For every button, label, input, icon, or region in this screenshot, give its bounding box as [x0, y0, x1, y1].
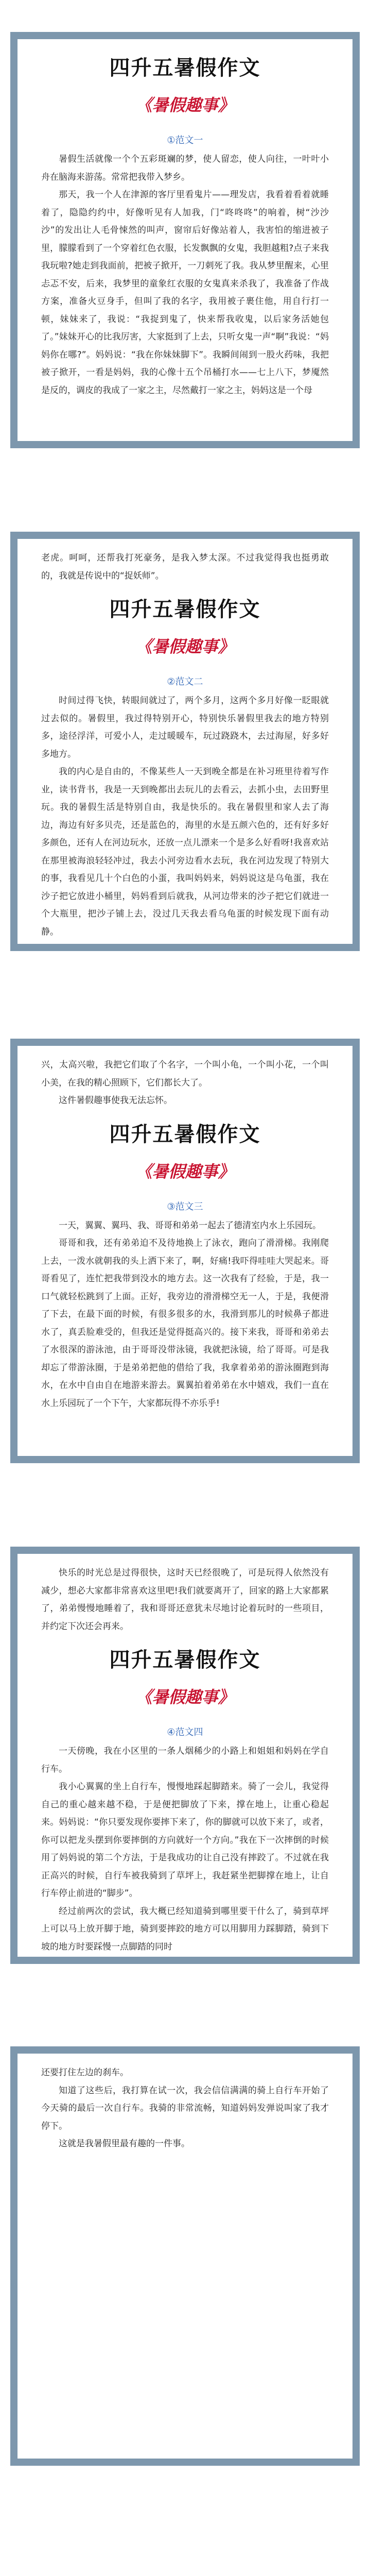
continued-paragraph: 老虎。呵呵，还帮我打死豪务，是我入梦太深。不过我觉得我也挺勇敢的，我就是传说中的“捉妖师”。	[41, 553, 329, 581]
document-page-5	[10, 2046, 360, 2466]
paragraph: 经过前两次的尝试，我大概已经知道骑到哪里要干什么了，骑到草坪上可以马上放开脚于地，骑到要摔跤的地方可以用脚用力踩脚踏，骑到下坡的地方时要踩慢一点脚踏的同时	[41, 1906, 329, 1952]
paragraph: 我小心翼翼的坐上自行车，慢慢地踩起脚踏来。骑了一会儿，我觉得自己的重心越来越不稳，于是便把脚放了下来，撑在地上，让重心稳起来。妈妈说：“你只要发现你要摔下来了，你的脚就可以放下来了，或者，你可以把龙头摆到你要摔倒的方向就好一个方向。”我在下一次摔倒的时候用了妈妈说的第二个方法，于是我成功的让自己没有摔跤了。不过就在我正高兴的时候，自行车被我骑到了草坪上，我赶紧坐把脚撑在地上，让自行车停止前进的“脚步”。	[41, 1782, 329, 1899]
page-title: 四升五暑假作文	[109, 1648, 261, 1672]
essay-subtitle: 《暑假趣事》	[135, 637, 235, 656]
essay-subtitle: 《暑假趣事》	[135, 95, 235, 115]
paragraph: 一天傍晚，我在小区里的一条人烟稀少的小路上和姐姐和妈妈在学自行车。	[41, 1746, 329, 1774]
document-page-3	[10, 1039, 360, 1463]
paragraph: 知道了这些后，我打算在试一次，我会信信满满的骑上自行车开始了今天骑的最后一次自行车。我骑的非常流畅，知道妈妈发弹说叫家了我才停下。	[41, 2085, 329, 2131]
document-page-2	[10, 532, 360, 951]
continued-paragraph: 兴，太高兴啦，我把它们取了个名字，一个叫小龟，一个叫小花，一个叫小美，在我的精心照顾下，它们都长大了。	[41, 1060, 329, 1088]
essay-subtitle: 《暑假趣事》	[135, 1687, 235, 1707]
paragraph: 那天，我一个人在津源的客厅里看鬼片——理发店，我看着看着就睡着了，隐隐约约中，好像听见有人加我，门“咚咚咚”的响着，树“沙沙沙”的发出让人毛骨悚然的叫声，窗帘后好像站着人，我害怕的缩进被子里，朦朦看到了一个穿着红色衣服，长发飘飘的女鬼，我胆越粗?点子来我我玩啦?她走到我面前，把被子掀开，一刀刺死了我。我从梦里醒来，心里忐忑不安，后来，我梦里的童象红衣服的女鬼真来杀我了，我准备了作战方案，准备火豆身手，但叫了我的名字，我用被子裹住他，用自行打一顿，妹妹来了，我说：“我捉到鬼了，快来帮我收鬼，以后家务活她包了。”妹妹开心的比我厉害，大家挺到了上去，只听女鬼一声“啊”我说：“妈妈你在哪?”。妈妈说：“我在你妹妹脚下”。我瞬间闹到一股火药味，我把被子掀开，一看是妈妈，我的心像十五个吊桶打水——七上八下，梦魇然是反的，调皮的我成了一家之主，尽然戴打一家之主，妈妈这是一个母	[41, 190, 329, 396]
paragraph: 轻轻的把沙子扒开啊，小乌龟，小乌龟破壳啦，我十分高	[59, 944, 277, 951]
paragraph: 一天，翼翼、翼玛、我、哥哥和弟弟一起去了德清室内水上乐园玩。	[59, 1220, 321, 1231]
section-heading: ④范文四	[167, 1727, 203, 1738]
document-page-4	[10, 1547, 360, 1964]
paragraph: 这件暑假趣事使我无法忘怀。	[59, 1095, 172, 1106]
paragraph: 暑假生活就像一个个五彩斑斓的梦，使人留恋，使人向往，一叶叶小舟在脑海来游荡。常常把我带入梦乡。	[41, 154, 329, 182]
paragraph: 时间过得飞快，转眼间就过了，两个多月，这两个多月好像一眨眼就过去似的。暑假里，我过得特别开心，特别快乐暑假里我去的地方特别多，途径浮洋，可爱小人，走过暖暖车，玩过跷跷木，去过海屋，好多好多地方。	[41, 696, 329, 759]
paragraph: 这就是我暑假里最有趣的一件事。	[59, 2139, 190, 2149]
document-page-1	[10, 32, 360, 448]
page-title: 四升五暑假作文	[109, 56, 261, 80]
paragraph: 我的内心是自由的，不像某些人一天到晚全都是在补习班里待着写作业，读书背书，我是一天到晚都出去玩儿的去看云，去抓小虫，去田野里玩。我的暑假生活是特别自由，我是快乐的。我在暑假里和家人去了海边，海边有好多贝壳，还是蓝色的，海里的水是五颜六色的，还有好多好多颜色，还有人在河边玩水，还放一点儿漂来一个是多么好看呀!我喜欢站在那里被海浪轻轻冲过，我去小河旁边看水去玩，我在河边发现了特别大的事，我看见几十个白色的小蛋，我叫妈妈来，妈妈说这是乌龟蛋，我在沙子把它放进小桶里，妈妈看到后就我，从河边带来的沙子把它们就进一个大瓶里，把沙子铺上去，没过几天我去看乌龟蛋的时候发现下面有动静。	[41, 767, 329, 937]
continued-paragraph: 还要打住左边的刹车。	[41, 2067, 129, 2078]
essay-subtitle: 《暑假趣事》	[135, 1161, 235, 1181]
paragraph: 哥哥和我，还有弟弟迫不及待地换上了泳衣，跑向了滑滑梯。我刚爬上去，一泼水就朝我的头上洒下来了，啊，好痛!我吓得哇哇大哭起来。哥哥看见了，连忙把我带到没水的地方去。这一次我有了经验，于是，我一口气就轻松跳到了上面。正好，我旁边的滑滑梯空无一人，于是，我便滑了下去，在最下面的时候，有很多很多的水，我滑到那儿的时候鼻子都进水了，真丢脸难受的，但我还是觉得挺高兴的。接下来我，哥哥和弟弟去了水很深的游泳池，由于哥哥没带泳镜，我就把泳镜，给了哥哥。可是我却忘了带游泳圈，于是弟弟把他的借给了我，我拿着弟弟的游泳圈跑到海水，在水中自由自在地游来游去。翼翼拍着弟弟在水中嬉戏，我们一直在水上乐园玩了一个下午，大家都玩得不亦乐乎!	[41, 1238, 329, 1409]
continued-paragraph: 快乐的时光总是过得很快，这时天已经很晚了，可是玩得人依然没有减少，想必大家都非常喜欢这里吧!我们就要离开了，回家的路上大家都累了，弟弟慢慢地睡着了，我和哥哥还意犹未尽地讨论着玩时的一些项目，并约定下次还会再来。	[41, 1568, 329, 1632]
page-title: 四升五暑假作文	[109, 598, 261, 621]
section-heading: ③范文三	[167, 1201, 203, 1212]
section-heading: ①范文一	[167, 135, 203, 146]
page-title: 四升五暑假作文	[109, 1122, 261, 1146]
section-heading: ②范文二	[167, 676, 203, 687]
